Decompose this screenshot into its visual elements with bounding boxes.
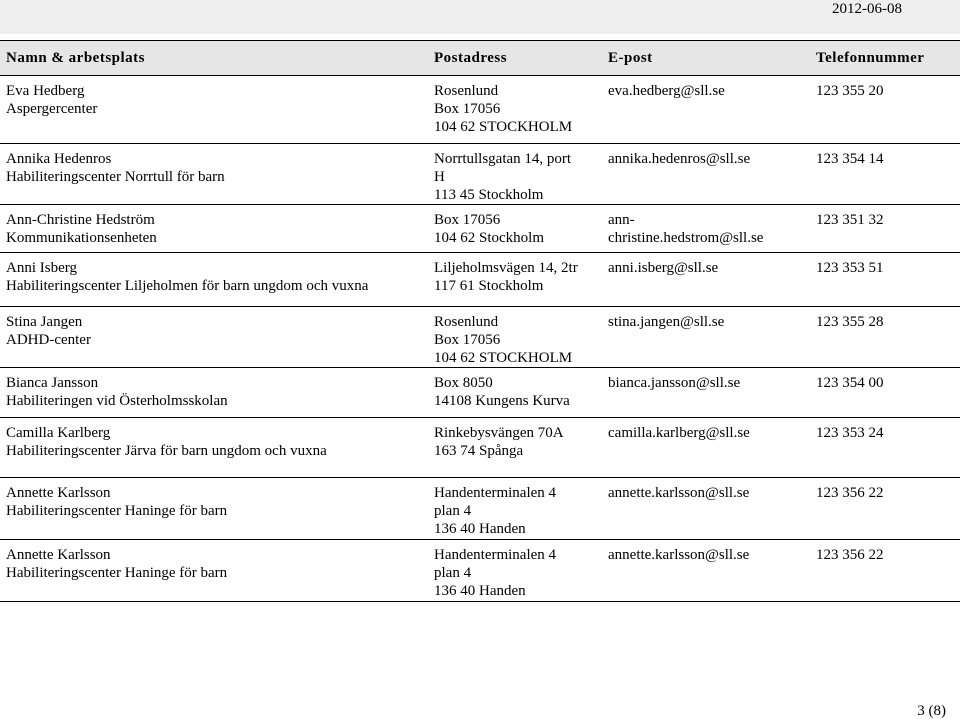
table-row — [0, 418, 960, 478]
address-line: Liljeholmsvägen 14, 2tr — [434, 260, 578, 276]
address-cell — [428, 540, 602, 602]
address-line: plan 4 — [434, 503, 472, 519]
table-row — [0, 144, 960, 205]
workplace: Habiliteringen vid Österholmsskolan — [6, 393, 228, 409]
table-row — [0, 205, 960, 253]
email-link[interactable]: annika.hedenros@sll.se — [608, 151, 751, 167]
phone-number: 123 351 32 — [816, 212, 884, 228]
name-cell — [0, 478, 428, 540]
name-cell — [0, 205, 428, 253]
column-header-name: Namn & arbetsplats — [0, 41, 428, 76]
phone-cell — [806, 418, 960, 478]
phone-number: 123 355 28 — [816, 314, 884, 330]
email-cell — [602, 368, 806, 418]
person-name: Anni Isberg — [6, 260, 77, 276]
address-line: 136 40 Handen — [434, 521, 526, 537]
address-line: 136 40 Handen — [434, 583, 526, 599]
table-row — [0, 307, 960, 368]
address-line: Rosenlund — [434, 83, 499, 99]
email-cell — [602, 418, 806, 478]
name-cell — [0, 307, 428, 368]
address-line: Box 17056 — [434, 212, 501, 228]
address-line: Box 17056 — [434, 332, 501, 348]
email-link[interactable]: camilla.karlberg@sll.se — [608, 425, 750, 441]
table-header-row — [0, 41, 960, 76]
address-line: 163 74 Spånga — [434, 443, 524, 459]
email-cell — [602, 540, 806, 602]
workplace: Habiliteringscenter Liljeholmen för barn ungdom och vuxna — [6, 278, 369, 294]
address-line: Rinkebysvängen 70A — [434, 425, 564, 441]
phone-cell — [806, 253, 960, 307]
email-link[interactable]: anni.isberg@sll.se — [608, 260, 719, 276]
table-row — [0, 76, 960, 144]
person-name: Eva Hedberg — [6, 83, 85, 99]
email-link[interactable]: eva.hedberg@sll.se — [608, 83, 725, 99]
workplace: ADHD-center — [6, 332, 91, 348]
email-link[interactable]: bianca.jansson@sll.se — [608, 375, 741, 391]
address-cell — [428, 478, 602, 540]
phone-number: 123 355 20 — [816, 83, 884, 99]
address-line: plan 4 — [434, 565, 472, 581]
address-cell — [428, 368, 602, 418]
table-row — [0, 368, 960, 418]
table-row — [0, 478, 960, 540]
email-cell — [602, 253, 806, 307]
address-cell — [428, 307, 602, 368]
name-cell — [0, 368, 428, 418]
phone-cell — [806, 76, 960, 144]
person-name: Annette Karlsson — [6, 485, 111, 501]
address-line: Norrtullsgatan 14, port — [434, 151, 572, 167]
workplace: Kommunikationsenheten — [6, 230, 157, 246]
person-name: Bianca Jansson — [6, 375, 99, 391]
workplace: Habiliteringscenter Järva för barn ungdom och vuxna — [6, 443, 327, 459]
person-name: Annette Karlsson — [6, 547, 111, 563]
address-line: Rosenlund — [434, 314, 499, 330]
address-line: 117 61 Stockholm — [434, 278, 544, 294]
phone-cell — [806, 144, 960, 205]
name-cell — [0, 144, 428, 205]
table-row — [0, 540, 960, 602]
email-link[interactable]: christine.hedstrom@sll.se — [608, 230, 764, 246]
address-line: 104 62 STOCKHOLM — [434, 350, 573, 366]
phone-cell — [806, 540, 960, 602]
workplace: Habiliteringscenter Haninge för barn — [6, 503, 228, 519]
phone-number: 123 353 51 — [816, 260, 884, 276]
address-line: Handenterminalen 4 — [434, 547, 557, 563]
email-link[interactable]: annette.karlsson@sll.se — [608, 485, 750, 501]
person-name: Ann-Christine Hedström — [6, 212, 155, 228]
address-line: 104 62 Stockholm — [434, 230, 545, 246]
email-link[interactable]: annette.karlsson@sll.se — [608, 547, 750, 563]
person-name: Stina Jangen — [6, 314, 83, 330]
workplace: Aspergercenter — [6, 101, 98, 117]
name-cell — [0, 540, 428, 602]
address-line: 113 45 Stockholm — [434, 187, 544, 203]
address-line: 104 62 STOCKHOLM — [434, 119, 573, 135]
address-cell — [428, 144, 602, 205]
name-cell — [0, 253, 428, 307]
address-line: Box 8050 — [434, 375, 493, 391]
address-cell — [428, 418, 602, 478]
address-cell — [428, 205, 602, 253]
workplace: Habiliteringscenter Haninge för barn — [6, 565, 228, 581]
address-line: Handenterminalen 4 — [434, 485, 557, 501]
email-cell — [602, 144, 806, 205]
contact-table — [0, 40, 960, 602]
column-header-phone: Telefonnummer — [806, 41, 960, 76]
phone-cell — [806, 205, 960, 253]
address-line: H — [434, 169, 445, 185]
name-cell — [0, 76, 428, 144]
email-link[interactable]: ann- — [608, 212, 635, 228]
person-name: Annika Hedenros — [6, 151, 112, 167]
workplace: Habiliteringscenter Norrtull för barn — [6, 169, 225, 185]
email-cell — [602, 205, 806, 253]
phone-number: 123 354 14 — [816, 151, 884, 167]
page-number: 3 (8) — [917, 703, 946, 719]
address-cell — [428, 76, 602, 144]
column-header-address: Postadress — [428, 41, 602, 76]
email-cell — [602, 76, 806, 144]
date-bar — [0, 0, 960, 34]
email-cell — [602, 478, 806, 540]
name-cell — [0, 418, 428, 478]
column-header-email: E-post — [602, 41, 806, 76]
table-row — [0, 253, 960, 307]
email-link[interactable]: stina.jangen@sll.se — [608, 314, 725, 330]
email-cell — [602, 307, 806, 368]
phone-number: 123 353 24 — [816, 425, 884, 441]
document-date: 2012-06-08 — [832, 1, 902, 17]
phone-cell — [806, 368, 960, 418]
address-line: 14108 Kungens Kurva — [434, 393, 570, 409]
phone-number: 123 356 22 — [816, 547, 884, 563]
phone-cell — [806, 307, 960, 368]
phone-cell — [806, 478, 960, 540]
address-line: Box 17056 — [434, 101, 501, 117]
person-name: Camilla Karlberg — [6, 425, 111, 441]
phone-number: 123 354 00 — [816, 375, 884, 391]
phone-number: 123 356 22 — [816, 485, 884, 501]
address-cell — [428, 253, 602, 307]
